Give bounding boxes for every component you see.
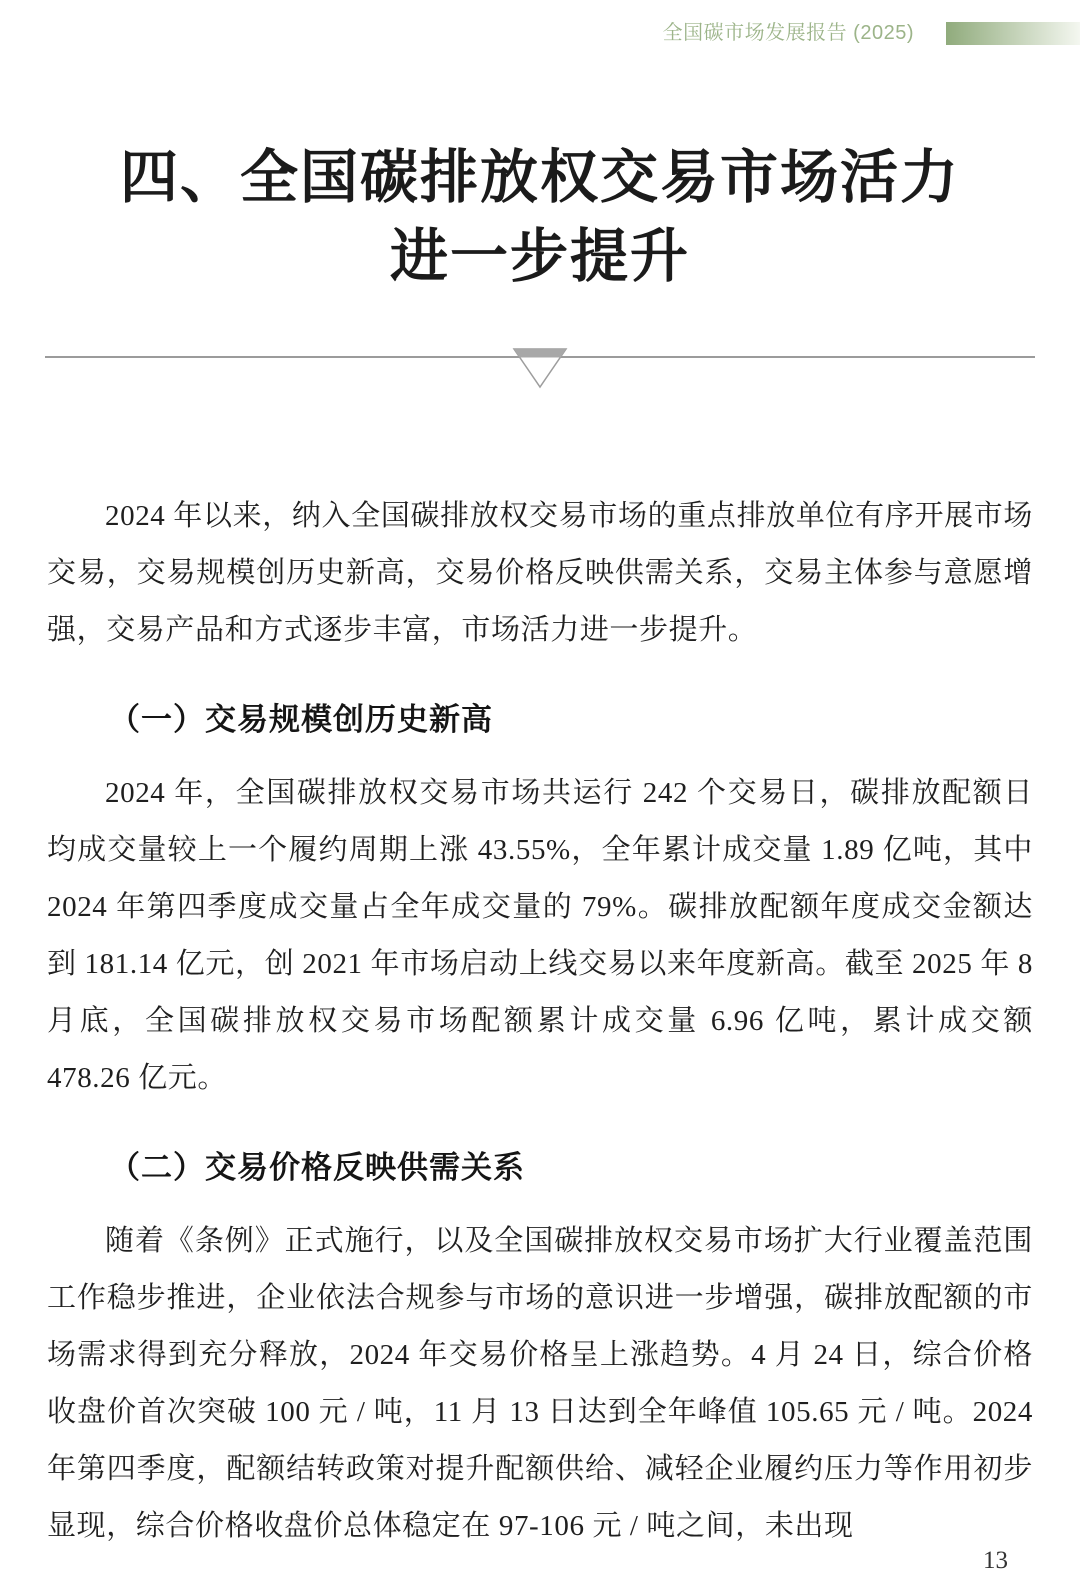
section-heading-2: （二）交易价格反映供需关系 [109,1150,525,1185]
running-header [0,20,1080,46]
report-name-text: 全国碳市场发展报告 (2025) [662,22,914,44]
title-divider [45,344,1035,390]
page-number: 13 [983,1547,1008,1574]
body-copy [47,488,1033,1555]
chapter-title-line2: 进一步提升 [389,224,690,289]
section-paragraph-2: 随着《条例》正式施行，以及全国碳排放权交易市场扩大行业覆盖范围工作稳步推进，企业依法合规参与市场的意识进一步增强，碳排放配额的市场需求得到充分释放，2024 年交易价格呈上涨趋势。4 月 24 日，综合价格收盘价首次突破 100 元 / 吨，11 月 13 日达到全年峰值 105.65 元 / 吨。2024 年第四季度，配额结转政策对提升配额供给、减轻企业履约压力等作用初步显现，综合价格收盘价总体稳定在 97-106 元 / 吨之间，未出现 [47,1225,1033,1542]
header-gradient-bar [946,22,1080,45]
section-paragraph-1: 2024 年，全国碳排放权交易市场共运行 242 个交易日，碳排放配额日均成交量较上一个履约周期上涨 43.55%，全年累计成交量 1.89 亿吨，其中 2024 年第四季度成交量占全年成交量的 79%。碳排放配额年度成交金额达到 181.14 亿元，创 2021 年市场启动上线交易以来年度新高。截至 2025 年 8 月底，全国碳排放权交易市场配额累计成交量 6.96 亿吨，累计成交额 478.26 亿元。 [47,777,1033,1094]
section-heading-1: （一）交易规模创历史新高 [109,702,493,737]
intro-paragraph: 2024 年以来，纳入全国碳排放权交易市场的重点排放单位有序开展市场交易，交易规模创历史新高，交易价格反映供需关系，交易主体参与意愿增强，交易产品和方式逐步丰富，市场活力进一步提升。 [47,500,1033,646]
divider-triangle-icon [511,344,569,390]
chapter-title-line1: 四、全国碳排放权交易市场活力 [119,145,960,210]
